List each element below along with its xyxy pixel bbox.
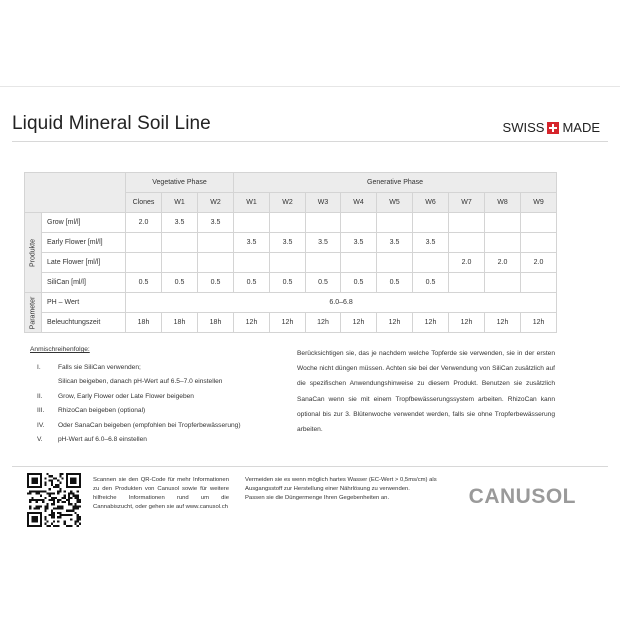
swiss-cross-icon — [547, 122, 559, 134]
value-cell — [449, 213, 485, 233]
value-cell: 18h — [162, 313, 198, 333]
footer-divider — [12, 466, 608, 467]
value-cell: 12h — [449, 313, 485, 333]
table-row — [25, 233, 557, 253]
mixing-instructions — [30, 346, 280, 447]
value-cell — [377, 213, 413, 233]
value-cell — [234, 213, 270, 233]
value-cell: 3.5 — [377, 233, 413, 253]
value-cell: 3.5 — [234, 233, 270, 253]
value-cell: 2.0 — [485, 253, 521, 273]
qr-code-icon[interactable] — [27, 473, 81, 527]
parameter-group-label — [25, 293, 42, 333]
value-cell — [377, 253, 413, 273]
value-cell: 3.5 — [270, 233, 306, 253]
list-item — [30, 375, 280, 390]
value-cell: 12h — [234, 313, 270, 333]
value-cell: 12h — [341, 313, 377, 333]
vegetative-phase-header: Vegetative Phase — [126, 173, 234, 193]
value-cell — [413, 213, 449, 233]
list-item-number: V. — [37, 436, 43, 444]
value-cell — [306, 213, 341, 233]
made-label: MADE — [562, 120, 600, 135]
qr-info-text: Scannen sie den QR-Code für mehr Informationen zu den Produkten von Canusol sowie für weitere hilfreiche Informationen rund um die Cannabiszucht, oder gehen sie auf www.canusol.ch — [93, 477, 229, 510]
value-cell: 2.0 — [449, 253, 485, 273]
value-cell: 18h — [126, 313, 162, 333]
value-cell: 12h — [521, 313, 557, 333]
value-cell — [521, 213, 557, 233]
week-header: W4 — [341, 193, 377, 213]
list-item — [30, 418, 280, 433]
row-label: Late Flower [ml/l] — [42, 253, 126, 273]
row-label: Early Flower [ml/l] — [42, 233, 126, 253]
usage-note: Berücksichtigen sie, das je nachdem welche Topferde sie verwenden, sie in der ersten Woche nicht düngen müssen. Achten sie bei der Verwendung von SiliCan zusätzlich auf die spezifischen Anwendungshinweise zu diesem Produkt. Benutzen sie zusätzlich SanaCan wenn sie mit einem Tropfbewässerungssystem arbeiten. RhizoCan kann optional bis zur 3. Blütenwoche verwendet werden, falls sie ohne Tropferbewässerung arbeiten. — [297, 350, 555, 434]
value-cell: 12h — [306, 313, 341, 333]
list-item-number: III. — [37, 407, 45, 415]
list-item-number: IV. — [37, 421, 45, 429]
value-cell: 18h — [198, 313, 234, 333]
water-advice-line: Vermeiden sie es wenn möglich hartes Wasser (EC-Wert > 0,5ms/cm) als Ausgangsstoff zur Herstellung einer Nährlösung zu verwenden. — [245, 477, 437, 492]
value-cell: 12h — [377, 313, 413, 333]
week-header: W8 — [485, 193, 521, 213]
value-cell: 12h — [270, 313, 306, 333]
value-cell — [485, 273, 521, 293]
header-divider — [12, 141, 608, 142]
week-header: W1 — [162, 193, 198, 213]
value-cell — [270, 253, 306, 273]
value-cell — [162, 253, 198, 273]
week-header: W7 — [449, 193, 485, 213]
table-row — [25, 273, 557, 293]
week-header: W2 — [270, 193, 306, 213]
page-title: Liquid Mineral Soil Line — [12, 113, 211, 134]
value-cell — [485, 233, 521, 253]
phase-header-row — [25, 173, 557, 193]
value-cell: 0.5 — [413, 273, 449, 293]
instructions-list — [30, 360, 280, 447]
week-header: Clones — [126, 193, 162, 213]
list-item-text: Grow, Early Flower oder Late Flower beigeben — [58, 392, 194, 400]
parameter-label: Parameter — [29, 296, 37, 329]
row-label: Grow [ml/l] — [42, 213, 126, 233]
corner-cell — [25, 173, 126, 213]
value-cell — [521, 273, 557, 293]
water-advice — [245, 476, 450, 503]
row-label: Beleuchtungszeit — [42, 313, 126, 333]
value-cell — [126, 233, 162, 253]
value-cell: 0.5 — [198, 273, 234, 293]
value-cell — [341, 253, 377, 273]
list-item-text: pH-Wert auf 6.0–6.8 einstellen — [58, 436, 147, 444]
value-cell — [198, 233, 234, 253]
list-item — [30, 360, 280, 375]
value-cell: 0.5 — [126, 273, 162, 293]
value-cell — [341, 213, 377, 233]
week-header: W1 — [234, 193, 270, 213]
week-header: W9 — [521, 193, 557, 213]
swiss-label: SWISS — [502, 120, 545, 135]
week-header: W6 — [413, 193, 449, 213]
value-cell — [449, 273, 485, 293]
value-cell: 3.5 — [341, 233, 377, 253]
canusol-logo: CANUSOL — [468, 485, 576, 508]
value-cell — [449, 233, 485, 253]
value-cell — [198, 253, 234, 273]
row-label: SiliCan [ml/l] — [42, 273, 126, 293]
value-cell — [234, 253, 270, 273]
value-cell: 2.0 — [521, 253, 557, 273]
value-cell — [162, 233, 198, 253]
list-item-text: RhizoCan beigeben (optional) — [58, 407, 146, 415]
value-cell: 3.5 — [162, 213, 198, 233]
value-cell: 3.5 — [413, 233, 449, 253]
value-cell: 0.5 — [270, 273, 306, 293]
value-cell: 12h — [413, 313, 449, 333]
value-cell — [126, 253, 162, 273]
ph-row — [25, 293, 557, 313]
swiss-made-badge — [503, 120, 600, 135]
value-cell — [485, 213, 521, 233]
generative-phase-header: Generative Phase — [234, 173, 557, 193]
instructions-heading: Anmischreihenfolge: — [30, 346, 90, 353]
produkte-group-label — [25, 213, 42, 293]
list-item — [30, 404, 280, 419]
light-row — [25, 313, 557, 333]
value-cell: 0.5 — [162, 273, 198, 293]
list-item-text: Oder SanaCan beigeben (empfohlen bei Tropferbewässerung) — [58, 421, 241, 429]
week-header: W3 — [306, 193, 341, 213]
value-cell: 0.5 — [234, 273, 270, 293]
produkte-label: Produkte — [29, 238, 37, 267]
value-cell: 3.5 — [198, 213, 234, 233]
value-cell: 0.5 — [377, 273, 413, 293]
list-item-number: II. — [37, 392, 43, 400]
value-cell: 2.0 — [126, 213, 162, 233]
week-header: W5 — [377, 193, 413, 213]
value-cell: 0.5 — [341, 273, 377, 293]
value-cell: 12h — [485, 313, 521, 333]
table-row — [25, 213, 557, 233]
value-cell: 0.5 — [306, 273, 341, 293]
list-item-number: I. — [37, 363, 41, 371]
list-item-text: Falls sie SiliCan verwenden; — [58, 363, 141, 371]
value-cell — [270, 213, 306, 233]
value-cell: 3.5 — [306, 233, 341, 253]
value-cell — [521, 233, 557, 253]
week-header: W2 — [198, 193, 234, 213]
value-cell — [306, 253, 341, 273]
dosage-advice-line: Passen sie die Düngermenge Ihren Gegebenheiten an. — [245, 495, 390, 501]
dosage-table — [24, 172, 557, 333]
value-cell — [413, 253, 449, 273]
row-label: PH – Wert — [42, 293, 126, 313]
table-row — [25, 253, 557, 273]
list-item-text: Silican beigeben, danach pH-Wert auf 6.5–7.0 einstellen — [58, 378, 223, 386]
ph-value-cell: 6.0–6.8 — [126, 293, 557, 313]
list-item — [30, 389, 280, 404]
list-item — [30, 433, 280, 448]
top-divider — [0, 86, 620, 87]
